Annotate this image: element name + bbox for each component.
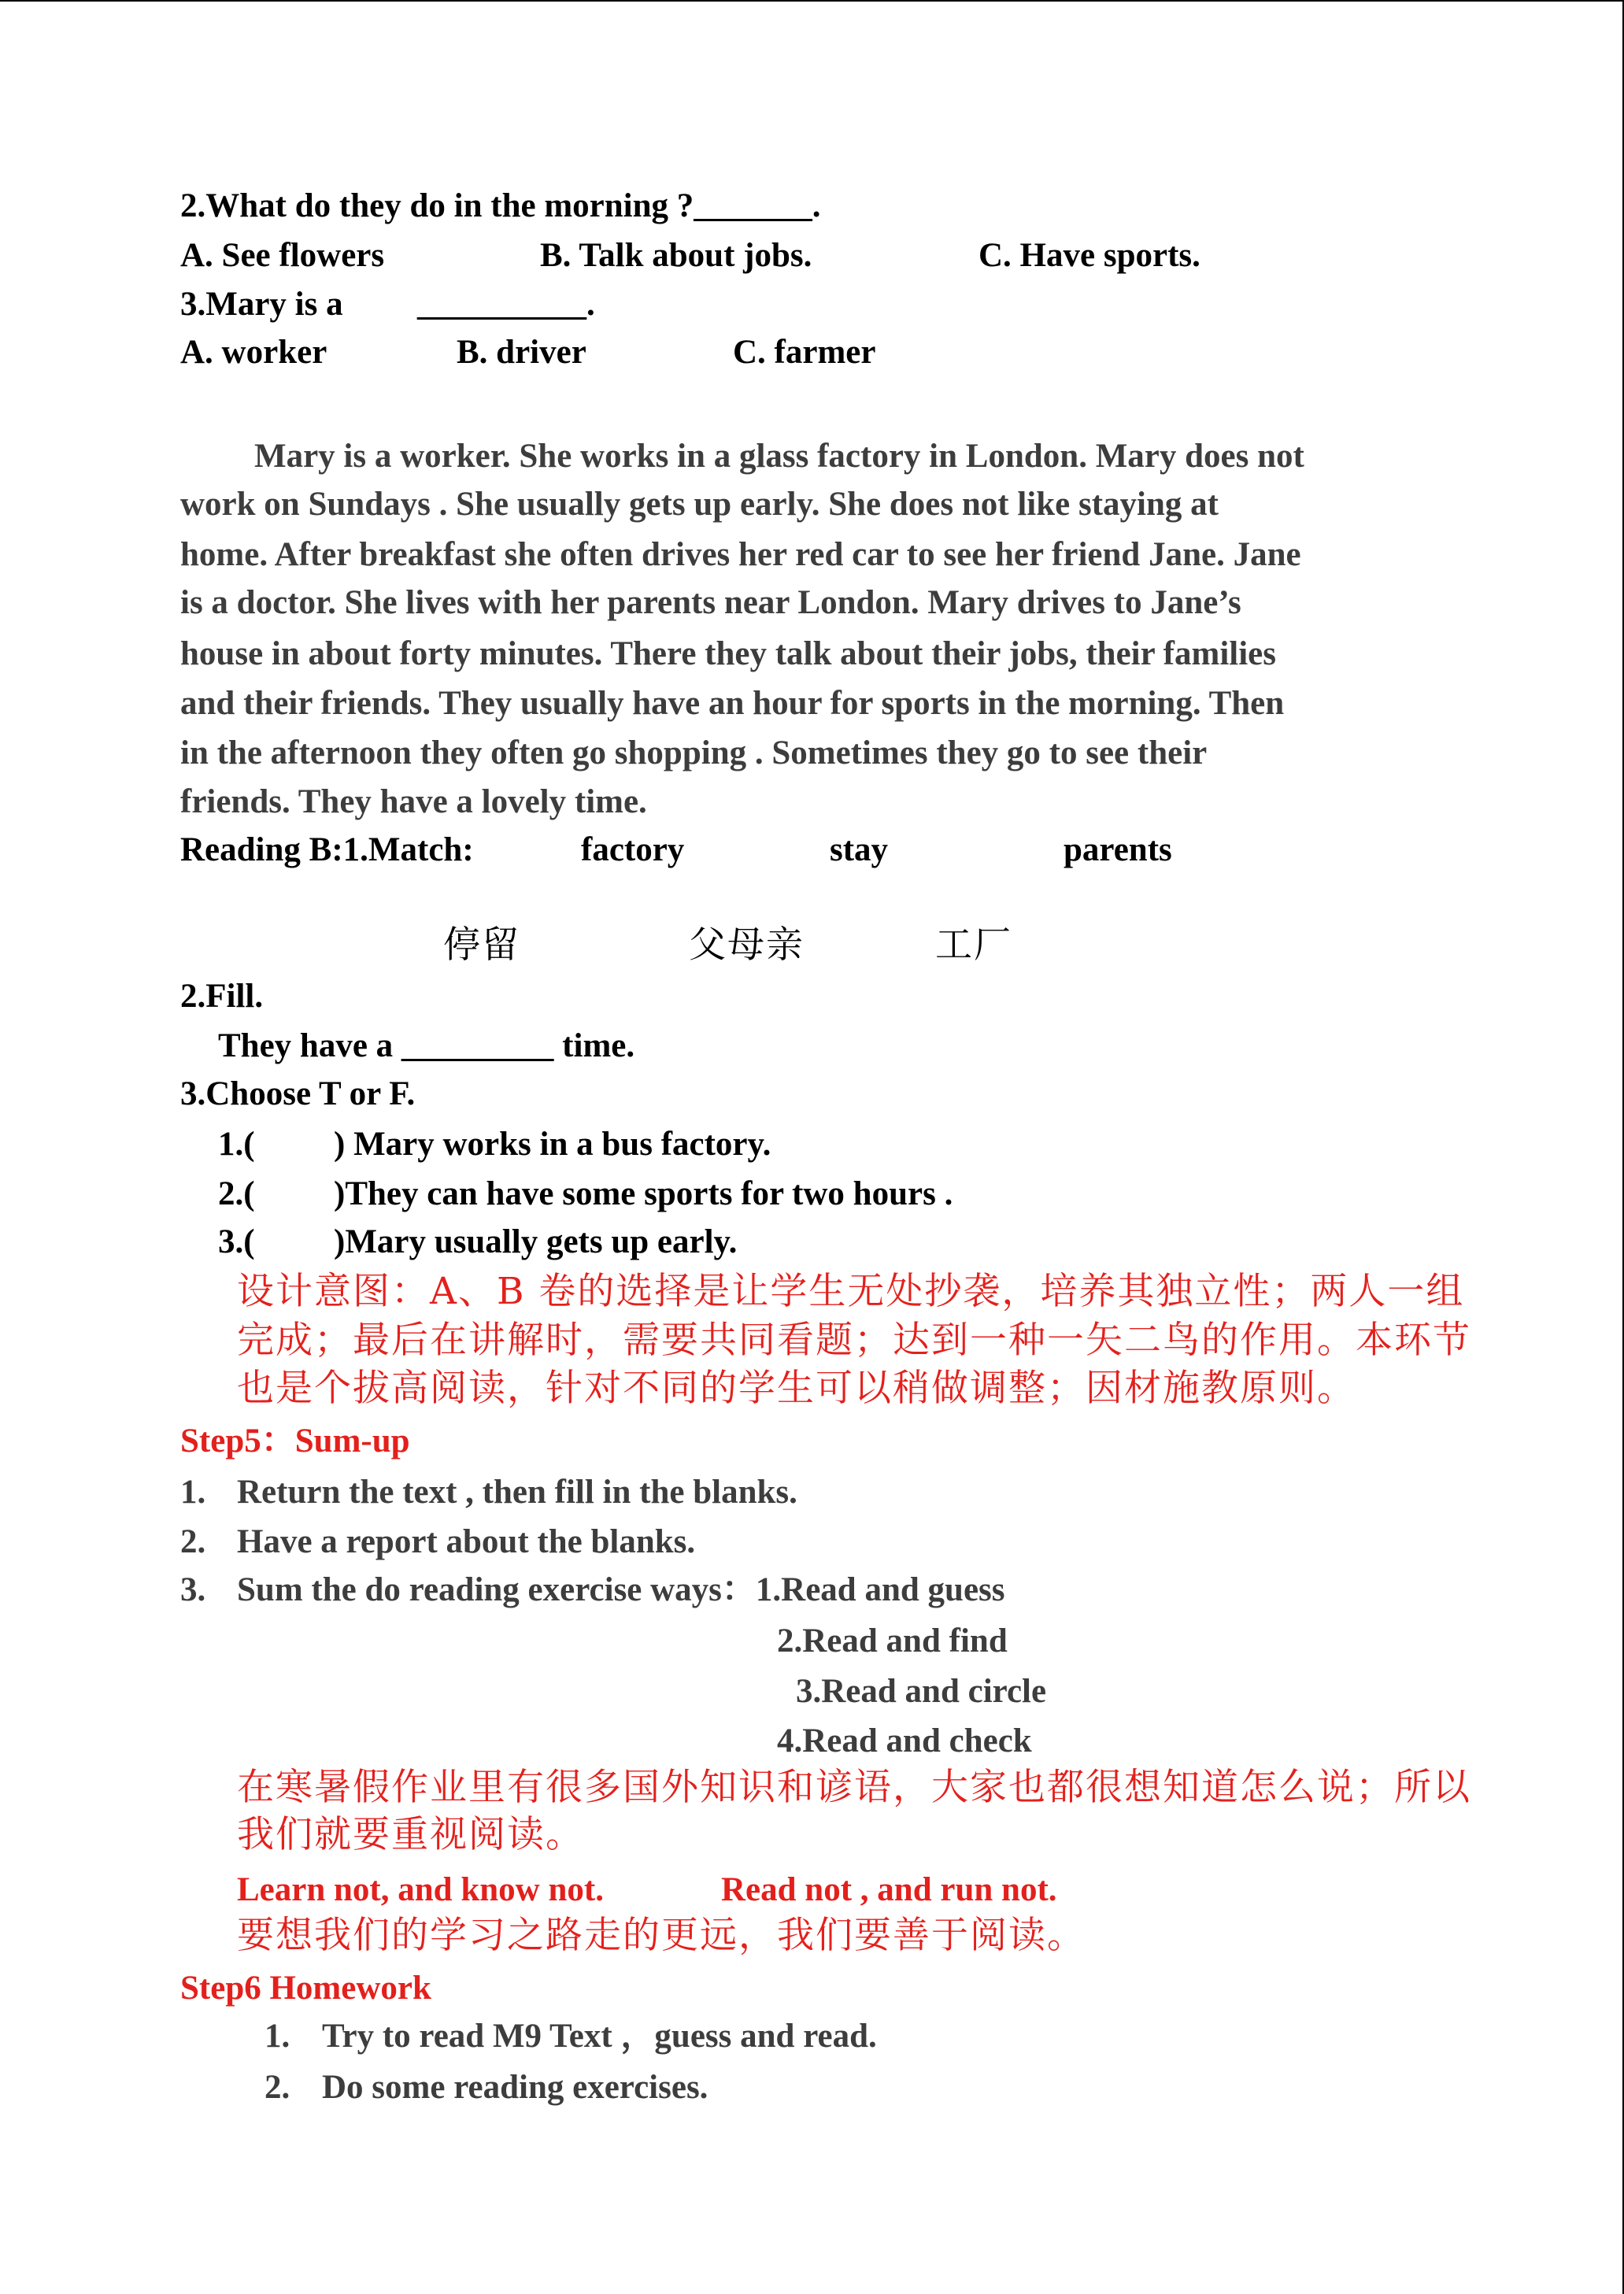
passage-line: home. After breakfast she often drives her red car to see her friend Jane. Jane [180,536,1301,573]
homework-item-number: 1. [265,2018,290,2055]
tf-item-statement: ) Mary works in a bus factory. [334,1126,771,1163]
passage-line: Mary is a worker. She works in a glass factory in London. Mary does not [254,438,1304,475]
question-2-stem: 2.What do they do in the morning ?_______. [180,187,821,224]
step5-item-text: Return the text , then fill in the blanks. [237,1474,797,1511]
passage-line: work on Sundays . She usually gets up early. She does not like staying at [180,486,1219,523]
reading-b-heading: Reading B:1.Match: [180,831,474,868]
match-meaning: 停留 [443,923,520,967]
reading-way: 4.Read and check [777,1722,1032,1759]
step5-item-text: Have a report about the blanks. [237,1523,696,1560]
match-word: stay [830,831,889,868]
design-note-line: 设计意图：A、B 卷的选择是让学生无处抄袭，培养其独立性；两人一组 [237,1270,1465,1313]
homework-item-text: Do some reading exercises. [322,2069,708,2106]
passage-line: friends. They have a lovely time. [180,783,647,820]
step5-item-number: 2. [180,1523,206,1560]
question-2-option-c: C. Have sports. [978,237,1200,274]
note-line: 在寒暑假作业里有很多国外知识和谚语，大家也都很想知道怎么说；所以 [237,1766,1471,1809]
question-3-blank: __________. [417,286,595,323]
fill-sentence: They have a _________ time. [218,1027,635,1064]
tf-item-prefix: 3.( [218,1223,255,1260]
question-2-option-a: A. See flowers [180,237,385,274]
passage-line: and their friends. They usually have an hour for sports in the morning. Then [180,685,1285,722]
passage-line: house in about forty minutes. There they talk about their jobs, their families [180,635,1276,672]
proverb: Read not , and run not. [721,1871,1057,1908]
step5-item-text-row [237,1566,1005,1615]
question-3-option-a: A. worker [180,334,327,371]
tf-item-statement: )They can have some sports for two hours . [334,1175,953,1212]
tf-item-statement: )Mary usually gets up early. [334,1223,738,1260]
match-word: parents [1064,831,1172,868]
step5-item-number: 1. [180,1474,206,1511]
question-3-option-b: B. driver [457,334,586,371]
reading-way: 1.Read and guess [755,1571,1005,1608]
match-word: factory [581,831,685,868]
tf-item-prefix: 1.( [218,1126,255,1163]
note-line: 要想我们的学习之路走的更远，我们要善于阅读。 [237,1914,1086,1957]
step5-item-text: Sum the do reading exercise ways： [237,1571,756,1608]
match-meaning: 工厂 [935,923,1012,967]
homework-item-number: 2. [265,2069,290,2106]
question-2-option-b: B. Talk about jobs. [540,237,812,274]
note-line: 我们就要重视阅读。 [237,1813,584,1856]
question-3-stem: 3.Mary is a [180,286,343,323]
passage-line: in the afternoon they often go shopping . Sometimes they go to see their [180,734,1208,771]
question-3-option-c: C. farmer [733,334,876,371]
step5-title: Step5：Sum-up [180,1423,410,1460]
passage-line: is a doctor. She lives with her parents near London. Mary drives to Jane’s [180,584,1241,621]
reading-way: 3.Read and circle [796,1673,1047,1710]
true-false-heading: 3.Choose T or F. [180,1075,416,1112]
step6-title: Step6 Homework [180,1970,431,2007]
reading-way: 2.Read and find [777,1622,1008,1659]
step5-item-number: 3. [180,1571,206,1608]
design-note-line: 也是个拔高阅读，针对不同的学生可以稍做调整；因材施教原则。 [237,1367,1356,1410]
fill-heading: 2.Fill. [180,978,264,1015]
design-note-line: 完成；最后在讲解时，需要共同看题；达到一种一矢二鸟的作用。本环节 [237,1319,1471,1362]
homework-item-text: Try to read M9 Text ，guess and read. [322,2018,877,2055]
match-meaning: 父母亲 [689,923,805,967]
proverb: Learn not, and know not. [237,1871,604,1908]
tf-item-prefix: 2.( [218,1175,255,1212]
